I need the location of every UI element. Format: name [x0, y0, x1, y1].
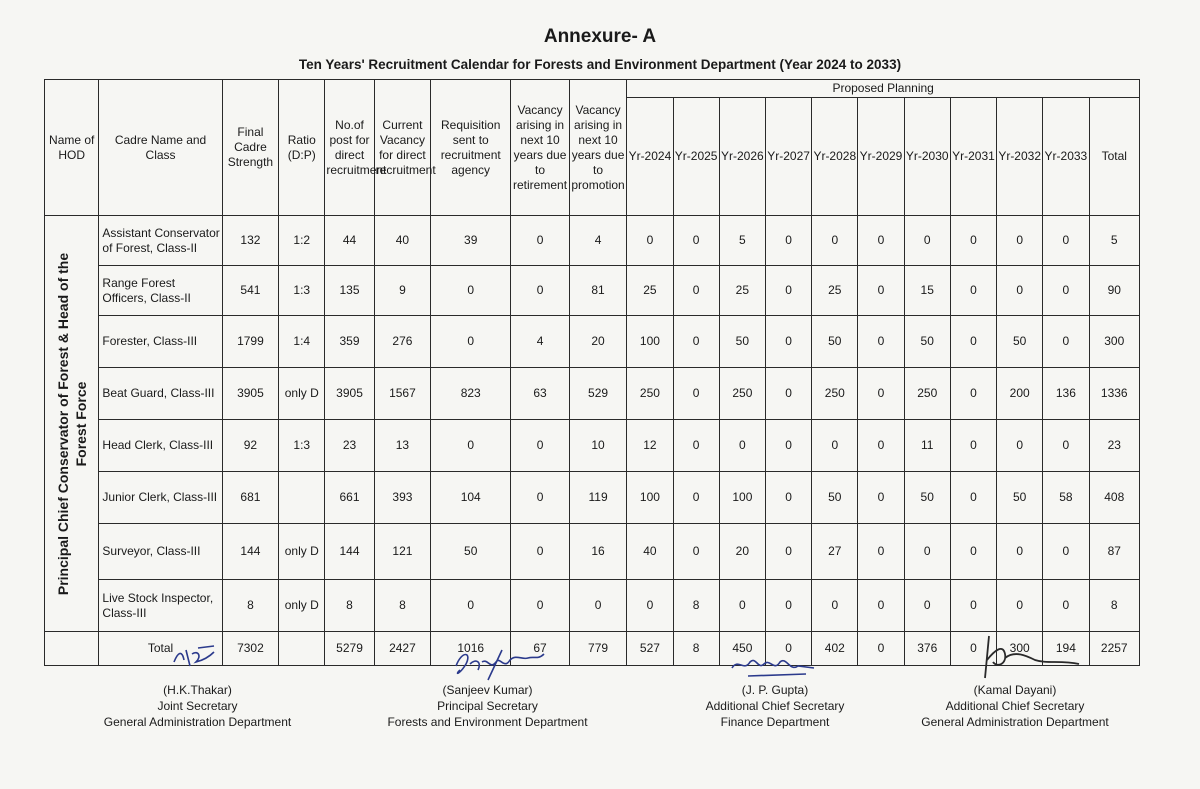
cell-year: 0	[765, 420, 811, 472]
cell-year: 0	[904, 580, 950, 632]
cell-current: 393	[374, 472, 430, 524]
header-hod: Name of HOD	[45, 80, 99, 216]
cell-promo: 10	[569, 420, 627, 472]
cell-year: 0	[858, 216, 904, 266]
cell-year: 11	[904, 420, 950, 472]
cell-year: 50	[904, 472, 950, 524]
header-year: Yr-2029	[858, 98, 904, 216]
signature-sanjeev	[448, 640, 548, 688]
cell-ratio: only D	[279, 524, 325, 580]
total-year: 0	[858, 632, 904, 666]
header-ratio: Ratio (D:P)	[279, 80, 325, 216]
cell-requisition: 50	[431, 524, 511, 580]
cell-requisition: 104	[431, 472, 511, 524]
cell-requisition: 0	[431, 580, 511, 632]
cell-retire: 0	[511, 472, 570, 524]
cell-total: 1336	[1089, 368, 1140, 420]
header-year: Yr-2025	[673, 98, 719, 216]
cell-year: 0	[765, 368, 811, 420]
cell-year: 0	[997, 420, 1043, 472]
cell-year: 0	[858, 472, 904, 524]
cell-year: 100	[627, 472, 673, 524]
cell-current: 8	[374, 580, 430, 632]
cell-year: 0	[673, 420, 719, 472]
cell-posts: 3905	[325, 368, 374, 420]
cell-year: 0	[1043, 216, 1089, 266]
cell-year: 12	[627, 420, 673, 472]
cell-year: 0	[765, 266, 811, 316]
signatory-designation: Additional Chief Secretary	[705, 699, 845, 713]
cell-year: 0	[719, 580, 765, 632]
signatory-1	[70, 682, 325, 730]
total-year: 300	[997, 632, 1043, 666]
cell-year: 0	[950, 472, 996, 524]
signature-gupta	[728, 650, 818, 684]
cell-ratio: 1:3	[279, 266, 325, 316]
signatory-name: (H.K.Thakar)	[163, 683, 232, 697]
cell-ratio: 1:3	[279, 420, 325, 472]
cell-year: 0	[673, 472, 719, 524]
signatory-name: (Kamal Dayani)	[973, 683, 1057, 697]
cell-year: 50	[719, 316, 765, 368]
cell-posts: 359	[325, 316, 374, 368]
cell-year: 5	[719, 216, 765, 266]
total-final: 7302	[222, 632, 278, 666]
cell-year: 0	[673, 316, 719, 368]
signature-dayani	[975, 630, 1085, 684]
cell-year: 0	[765, 472, 811, 524]
cell-ratio: only D	[279, 580, 325, 632]
table-row	[45, 216, 1140, 266]
header-year: Yr-2032	[997, 98, 1043, 216]
cell-year: 250	[904, 368, 950, 420]
cell-year: 0	[950, 524, 996, 580]
cell-year: 0	[950, 580, 996, 632]
cell-retire: 0	[511, 266, 570, 316]
cell-final: 132	[222, 216, 278, 266]
cell-year: 0	[1043, 420, 1089, 472]
cadre-name: Forester, Class-III	[99, 316, 222, 368]
cell-year: 136	[1043, 368, 1089, 420]
table-row	[45, 266, 1140, 316]
page-subtitle: Ten Years' Recruitment Calendar for Forests and Environment Department (Year 2024 to 2033)	[298, 57, 902, 72]
cell-current: 40	[374, 216, 430, 266]
cell-year: 0	[950, 420, 996, 472]
cadre-name: Live Stock Inspector, Class-III	[99, 580, 222, 632]
cell-current: 276	[374, 316, 430, 368]
cell-year: 0	[673, 524, 719, 580]
cell-year: 27	[812, 524, 858, 580]
cell-year: 50	[812, 472, 858, 524]
cell-promo: 119	[569, 472, 627, 524]
cell-promo: 529	[569, 368, 627, 420]
cell-requisition: 0	[431, 420, 511, 472]
header-total: Total	[1089, 98, 1140, 216]
cell-year: 0	[950, 266, 996, 316]
grand-total: 2257	[1089, 632, 1140, 666]
cell-year: 40	[627, 524, 673, 580]
cell-year: 250	[719, 368, 765, 420]
header-year: Yr-2024	[627, 98, 673, 216]
table-row	[45, 524, 1140, 580]
cell-retire: 0	[511, 580, 570, 632]
cell-year: 0	[950, 368, 996, 420]
cell-final: 1799	[222, 316, 278, 368]
total-posts: 5279	[325, 632, 374, 666]
cell-posts: 44	[325, 216, 374, 266]
header-year: Yr-2033	[1043, 98, 1089, 216]
cell-year: 0	[627, 216, 673, 266]
total-requisition: 1016	[431, 632, 511, 666]
header-final-strength: Final Cadre Strength	[222, 80, 278, 216]
cell-final: 681	[222, 472, 278, 524]
cell-posts: 23	[325, 420, 374, 472]
header-proposed-planning: Proposed Planning	[627, 80, 1140, 98]
total-promo: 779	[569, 632, 627, 666]
cell-year: 0	[719, 420, 765, 472]
total-row-blank	[45, 632, 99, 666]
header-retirement: Vacancy arising in next 10 years due to retirement	[511, 80, 570, 216]
cell-retire: 0	[511, 216, 570, 266]
cell-retire: 4	[511, 316, 570, 368]
total-year: 194	[1043, 632, 1089, 666]
cell-total: 300	[1089, 316, 1140, 368]
cell-year: 0	[950, 216, 996, 266]
cell-year: 0	[997, 524, 1043, 580]
cell-year: 0	[858, 368, 904, 420]
cell-year: 0	[765, 216, 811, 266]
header-year: Yr-2026	[719, 98, 765, 216]
cell-final: 144	[222, 524, 278, 580]
cell-posts: 8	[325, 580, 374, 632]
cell-year: 0	[997, 216, 1043, 266]
cell-year: 0	[627, 580, 673, 632]
cell-promo: 0	[569, 580, 627, 632]
cell-requisition: 39	[431, 216, 511, 266]
signatory-designation: Joint Secretary	[157, 699, 238, 713]
cell-year: 8	[673, 580, 719, 632]
cell-year: 0	[812, 420, 858, 472]
cell-year: 25	[812, 266, 858, 316]
cell-year: 0	[904, 216, 950, 266]
cell-year: 0	[858, 316, 904, 368]
cell-year: 200	[997, 368, 1043, 420]
cell-total: 8	[1089, 580, 1140, 632]
cell-year: 58	[1043, 472, 1089, 524]
cadre-name: Assistant Conservator of Forest, Class-II	[99, 216, 222, 266]
cell-year: 0	[1043, 580, 1089, 632]
cell-year: 100	[719, 472, 765, 524]
cell-promo: 16	[569, 524, 627, 580]
header-year: Yr-2030	[904, 98, 950, 216]
cell-year: 0	[1043, 524, 1089, 580]
cell-year: 0	[904, 524, 950, 580]
signatory-department: Forests and Environment Department	[387, 715, 588, 729]
cell-year: 0	[997, 266, 1043, 316]
header-year: Yr-2028	[812, 98, 858, 216]
table-row	[45, 368, 1140, 420]
cell-year: 0	[673, 368, 719, 420]
cadre-name: Range Forest Officers, Class-II	[99, 266, 222, 316]
cell-year: 15	[904, 266, 950, 316]
total-year: 402	[812, 632, 858, 666]
cell-year: 0	[950, 316, 996, 368]
cell-year: 0	[858, 524, 904, 580]
cell-posts: 144	[325, 524, 374, 580]
cell-retire: 63	[511, 368, 570, 420]
cell-current: 9	[374, 266, 430, 316]
signatory-name: (Sanjeev Kumar)	[442, 683, 533, 697]
cell-final: 8	[222, 580, 278, 632]
cell-year: 50	[904, 316, 950, 368]
cell-year: 25	[719, 266, 765, 316]
signatory-name: (J. P. Gupta)	[741, 683, 809, 697]
signatory-designation: Additional Chief Secretary	[945, 699, 1085, 713]
cell-year: 50	[997, 472, 1043, 524]
cell-ratio	[279, 472, 325, 524]
cell-final: 541	[222, 266, 278, 316]
table-row	[45, 472, 1140, 524]
total-year: 8	[673, 632, 719, 666]
cell-year: 0	[858, 580, 904, 632]
cell-posts: 661	[325, 472, 374, 524]
cadre-name: Junior Clerk, Class-III	[99, 472, 222, 524]
cell-total: 5	[1089, 216, 1140, 266]
cell-year: 20	[719, 524, 765, 580]
signatory-department: Finance Department	[720, 715, 830, 729]
cell-total: 408	[1089, 472, 1140, 524]
signatory-designation: Principal Secretary	[437, 699, 538, 713]
table-row	[45, 580, 1140, 632]
cell-posts: 135	[325, 266, 374, 316]
cell-year: 0	[765, 316, 811, 368]
total-year: 0	[950, 632, 996, 666]
cell-final: 92	[222, 420, 278, 472]
cell-year: 0	[673, 266, 719, 316]
cell-final: 3905	[222, 368, 278, 420]
cell-year: 0	[812, 580, 858, 632]
signatory-4	[890, 682, 1140, 730]
signatory-2	[355, 682, 620, 730]
header-year: Yr-2027	[765, 98, 811, 216]
hod-name: Principal Chief Conservator of Forest & Head of the Forest Force	[54, 252, 89, 595]
cell-promo: 81	[569, 266, 627, 316]
cadre-name: Beat Guard, Class-III	[99, 368, 222, 420]
cadre-name: Head Clerk, Class-III	[99, 420, 222, 472]
signatory-department: General Administration Department	[921, 715, 1109, 729]
header-cadre: Cadre Name and Class	[99, 80, 222, 216]
cadre-name: Surveyor, Class-III	[99, 524, 222, 580]
cell-promo: 4	[569, 216, 627, 266]
cell-total: 90	[1089, 266, 1140, 316]
cell-promo: 20	[569, 316, 627, 368]
signatory-3	[650, 682, 900, 730]
cell-year: 0	[765, 580, 811, 632]
total-year: 376	[904, 632, 950, 666]
header-requisition: Requisition sent to recruitment agency	[431, 80, 511, 216]
cell-ratio: 1:4	[279, 316, 325, 368]
cell-year: 250	[812, 368, 858, 420]
cell-year: 0	[1043, 266, 1089, 316]
header-current-vacancy: Current Vacancy for direct recruitment	[374, 80, 430, 216]
cell-current: 121	[374, 524, 430, 580]
cell-year: 50	[812, 316, 858, 368]
cell-year: 250	[627, 368, 673, 420]
cell-year: 0	[673, 216, 719, 266]
total-retire: 67	[511, 632, 570, 666]
hod-cell	[45, 216, 99, 632]
cell-year: 50	[997, 316, 1043, 368]
total-year: 0	[765, 632, 811, 666]
total-year: 527	[627, 632, 673, 666]
total-label: Total	[99, 632, 222, 666]
signatory-department: General Administration Department	[103, 715, 292, 729]
cell-total: 87	[1089, 524, 1140, 580]
cell-ratio: 1:2	[279, 216, 325, 266]
header-posts: No.of post for direct recruitment	[325, 80, 374, 216]
cell-requisition: 823	[431, 368, 511, 420]
cell-year: 0	[812, 216, 858, 266]
cell-year: 100	[627, 316, 673, 368]
cell-current: 1567	[374, 368, 430, 420]
signature-thakar	[168, 632, 228, 672]
cell-ratio: only D	[279, 368, 325, 420]
cell-year: 0	[765, 524, 811, 580]
cell-year: 0	[858, 420, 904, 472]
cell-retire: 0	[511, 420, 570, 472]
cell-year: 0	[997, 580, 1043, 632]
cell-current: 13	[374, 420, 430, 472]
page-title: Annexure- A	[543, 26, 657, 47]
table-row	[45, 420, 1140, 472]
cell-year: 0	[1043, 316, 1089, 368]
total-ratio	[279, 632, 325, 666]
header-year: Yr-2031	[950, 98, 996, 216]
total-year: 450	[719, 632, 765, 666]
total-current: 2427	[374, 632, 430, 666]
cell-requisition: 0	[431, 316, 511, 368]
cell-total: 23	[1089, 420, 1140, 472]
cell-retire: 0	[511, 524, 570, 580]
cell-requisition: 0	[431, 266, 511, 316]
cell-year: 25	[627, 266, 673, 316]
table-row	[45, 316, 1140, 368]
header-promotion: Vacancy arising in next 10 years due to promotion	[569, 80, 627, 216]
cell-year: 0	[858, 266, 904, 316]
recruitment-table	[44, 79, 1140, 666]
